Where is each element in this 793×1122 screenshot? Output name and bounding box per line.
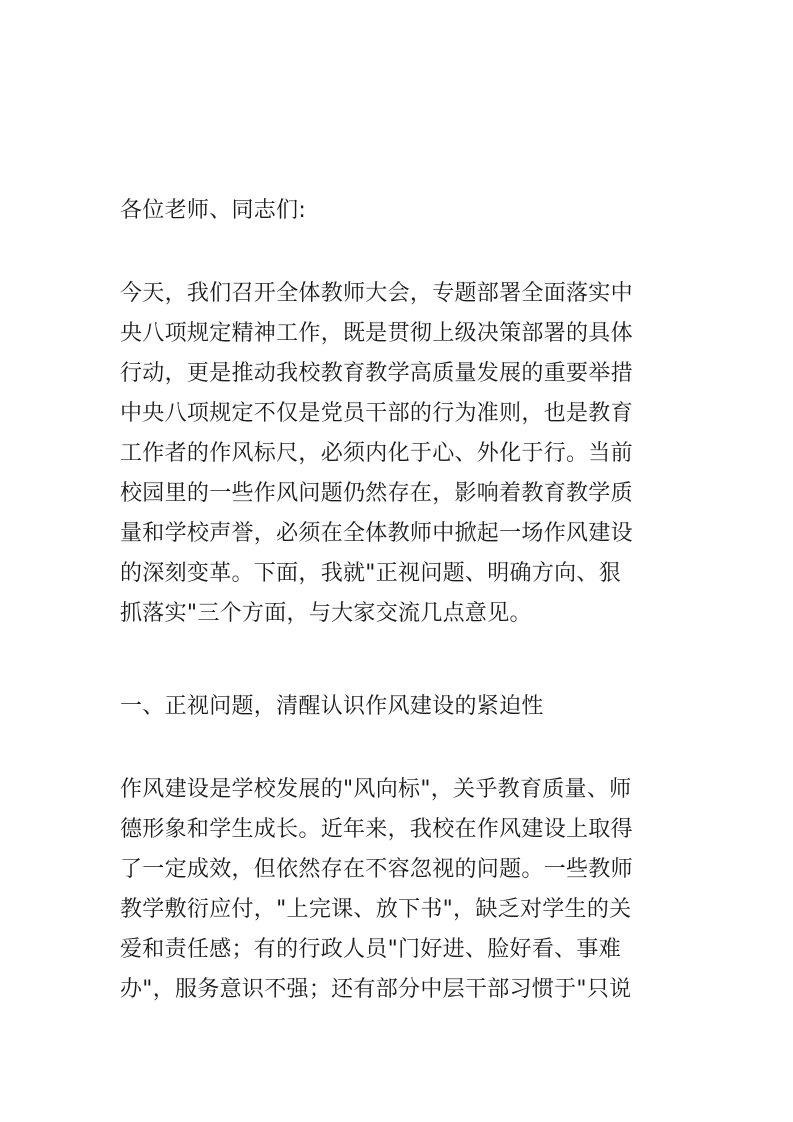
section-body-line: 作风建设是学校发展的"风向标"，关乎教育质量、师 — [120, 777, 632, 802]
intro-line: 行动，更是推动我校教育教学高质量发展的重要举措 — [120, 361, 633, 386]
intro-line: 中央八项规定不仅是党员干部的行为准则，也是教育 — [120, 401, 633, 426]
section-body-line: 教学敷衍应付，"上完课、放下书"，缺乏对学生的关 — [120, 897, 632, 922]
section-body-line: 办"，服务意识不强；还有部分中层干部习惯于"只说 — [120, 977, 632, 1002]
section-body-line: 了一定成效，但依然存在不容忽视的问题。一些教师 — [120, 857, 633, 882]
intro-line: 工作者的作风标尺，必须内化于心、外化于行。当前 — [120, 441, 633, 466]
section-heading: 一、正视问题，清醒认识作风建设的紧迫性 — [120, 694, 544, 719]
intro-line: 央八项规定精神工作，既是贯彻上级决策部署的具体 — [120, 321, 633, 346]
intro-line: 今天，我们召开全体教师大会，专题部署全面落实中 — [120, 281, 633, 306]
section-body-line: 爱和责任感；有的行政人员"门好进、脸好看、事难 — [120, 937, 622, 962]
greeting: 各位老师、同志们: — [120, 198, 307, 223]
intro-line: 校园里的一些作风问题仍然存在，影响着教育教学质 — [120, 481, 633, 506]
intro-line: 抓落实"三个方面，与大家交流几点意见。 — [120, 601, 532, 626]
section-body-line: 德形象和学生成长。近年来，我校在作风建设上取得 — [120, 817, 633, 842]
intro-line: 的深刻变革。下面，我就"正视问题、明确方向、狠 — [120, 561, 622, 586]
intro-line: 量和学校声誉，必须在全体教师中掀起一场作风建设 — [120, 521, 633, 546]
